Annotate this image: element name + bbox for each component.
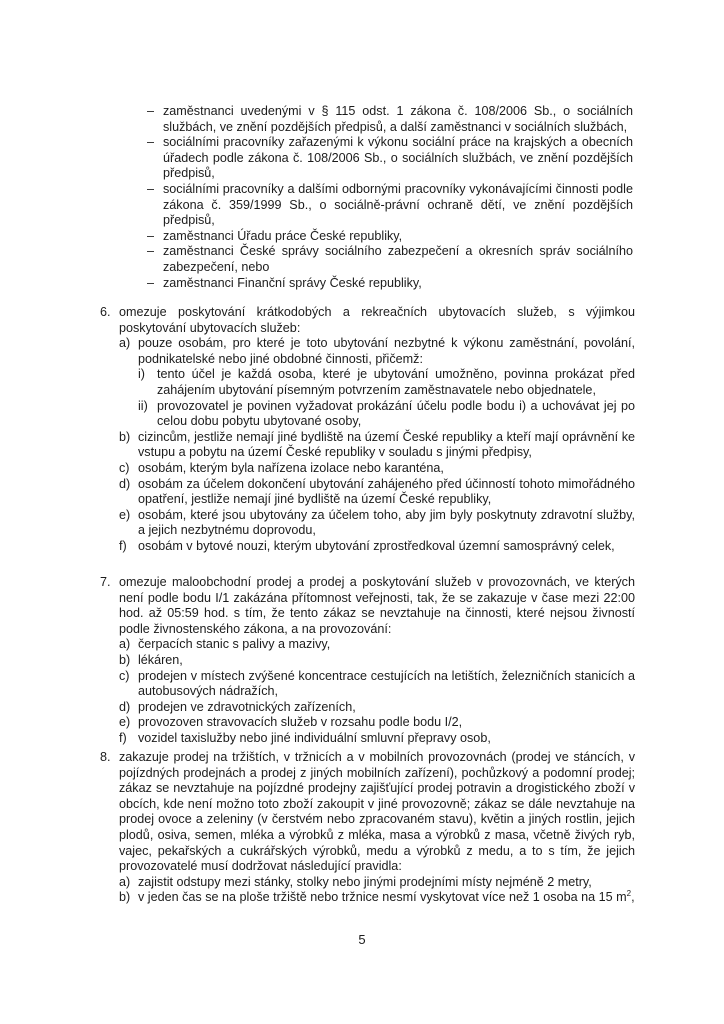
- list-item: [119, 731, 635, 747]
- item-label: c): [119, 668, 130, 683]
- item-text: pouze osobám, pro které je toto ubytování nezbytné k výkonu zaměstnání, povolání, podnikatelské nebo jiné obdobné činnosti, přičemž:: [138, 336, 635, 366]
- item-text: prodejen ve zdravotnických zařízeních,: [138, 699, 356, 714]
- item-text: osobám za účelem dokončení ubytování zahájeného před účinností tohoto mimořádného opatření, jestliže nemají jiné bydliště na území České republiky,: [138, 476, 635, 507]
- dash-bullet: –: [147, 181, 155, 196]
- item-label: a): [119, 874, 131, 889]
- item-text: lékáren,: [138, 652, 183, 667]
- sub-item: [138, 367, 635, 398]
- dash-bullet: –: [147, 228, 155, 243]
- page-number: 5: [358, 932, 366, 947]
- list-item: [119, 508, 635, 539]
- sub-item-label: ii): [138, 398, 148, 413]
- point-number: 6.: [100, 305, 111, 319]
- list-item: – zaměstnanci České správy sociálního zabezpečení a okresních správ sociálního zabezpečení, nebo: [147, 244, 633, 274]
- list-item: – zaměstnanci Finanční správy České republiky,: [147, 275, 422, 290]
- item-text: cizincům, jestliže nemají jiné bydliště na území České republiky a kteří mají oprávnění ke vstupu a pobytu na území České republiky v souladu s jinými předpisy,: [138, 429, 635, 460]
- item-label: f): [119, 538, 127, 553]
- point-text: omezuje maloobchodní prodej a prodej a poskytování služeb v provozovnách, ve kterých není podle bodu I/1 zakázána přítomnost veřejnosti, tak, že se zakazuje v čase mezi 22:00 hod. až 05:59 hod. s tím, že tento zákaz se nevztahuje na činnosti, které nejsou živností podle živnostenského zákona, a na provozování:: [119, 575, 635, 636]
- item-label: b): [119, 652, 131, 667]
- list-item: [119, 477, 635, 508]
- list-item: [119, 700, 635, 716]
- item-text: vozidel taxislužby nebo jiné individuální smluvní přepravy osob,: [138, 730, 491, 745]
- intro-dash-list: [147, 104, 633, 291]
- point-text: omezuje poskytování krátkodobých a rekreačních ubytovacích služeb, s výjimkou poskytování ubytovacích služeb:: [119, 305, 635, 335]
- list-item: [119, 430, 635, 461]
- list-item: [119, 461, 635, 477]
- list-item: [119, 336, 635, 430]
- item-label: a): [119, 336, 131, 351]
- item-text: osobám v bytové nouzi, kterým ubytování zprostředkoval územní samosprávný celek,: [138, 538, 615, 553]
- sub-item-text: tento účel je každá osoba, které je ubytování umožněno, povinna prokázat před zahájením ubytování písemným potvrzením zaměstnavatele nebo objednatele,: [157, 367, 635, 397]
- point-number: 8.: [100, 750, 111, 764]
- list-item: – sociálními pracovníky zařazenými k výkonu sociální práce na krajských a obecních úřadech podle zákona č. 108/2006 Sb., o sociálních službách, ve znění pozdějších předpisů,: [147, 135, 633, 181]
- item-label: b): [119, 890, 131, 905]
- item-text-tail: ,: [631, 890, 635, 905]
- item-label: c): [119, 460, 130, 475]
- point-6: [100, 305, 635, 555]
- list-item: [119, 715, 635, 731]
- item-text: osobám, kterým byla nařízena izolace nebo karanténa,: [138, 460, 444, 475]
- item-text: čerpacích stanic s palivy a mazivy,: [138, 637, 331, 652]
- list-item: [119, 890, 635, 906]
- item-label: b): [119, 429, 131, 444]
- item-label: d): [119, 699, 131, 714]
- dash-bullet: –: [147, 244, 155, 259]
- item-label: f): [119, 730, 127, 745]
- item-label: d): [119, 476, 131, 491]
- list-item: [119, 637, 635, 653]
- point-7: [100, 575, 635, 747]
- list-item: – zaměstnanci Úřadu práce České republiky,: [147, 228, 403, 243]
- item-text: v jeden čas se na ploše tržiště nebo tržnice nesmí vyskytovat více než 1 osoba na 15 m: [138, 890, 627, 905]
- sub-item: [138, 399, 635, 430]
- item-label: e): [119, 507, 131, 522]
- sub-item-label: i): [138, 367, 145, 382]
- list-item: [119, 669, 635, 700]
- dash-bullet: –: [147, 104, 155, 118]
- superscript: 2: [626, 889, 632, 899]
- list-item: – sociálními pracovníky a dalšími odbornými pracovníky vykonávajícími činnosti podle zákona č. 359/1999 Sb., o sociálně-právní ochraně dětí, ve znění pozdějších předpisů,: [147, 181, 633, 228]
- point-text: zakazuje prodej na tržištích, v tržnicích a v mobilních provozovnách (prodej ve stáncích, v pojízdných prodejnách a prodej z jiných mobilních zařízení), pochůzkový a podomní prodej; zákaz se nevztahuje na pojízdné prodejny zajišťující prodej potravin a drogistického zboží v obcích, kde není možno toto zboží zakoupit v jiné provozovně; zákaz se dále nevztahuje na prodej ovoce a zeleniny (v čerstvém nebo zpracovaném stavu), květin a jiných rostlin, jejich plodů, osiva, semen, mléka a výrobků z mléka, masa a výrobků z masa, včetně živých ryb, vajec, pekařských a cukrářských výrobků, medu a výrobků z medu, a to s tím, že jejich provozovatelé musí dodržovat následující pravidla:: [119, 750, 635, 874]
- item-text: zajistit odstupy mezi stánky, stolky nebo jinými prodejními místy nejméně 2 metry,: [138, 874, 592, 889]
- point-number: 7.: [100, 575, 111, 589]
- dash-bullet: –: [147, 135, 155, 150]
- list-item: [119, 653, 635, 669]
- list-item: [119, 875, 635, 891]
- point-8: [100, 750, 635, 906]
- list-item: – zaměstnanci uvedenými v § 115 odst. 1 zákona č. 108/2006 Sb., o sociálních službách, ve znění pozdějších předpisů, a další zaměstnanci v sociálních službách,: [147, 104, 633, 134]
- list-item: [119, 539, 635, 555]
- dash-bullet: –: [147, 275, 155, 290]
- item-text: prodejen v místech zvýšené koncentrace cestujících na letištích, železničních stanicích a autobusových nádražích,: [138, 668, 635, 699]
- sub-item-text: provozovatel je povinen vyžadovat prokázání účelu podle bodu i) a uchovávat jej po celou dobu pobytu ubytované osoby,: [157, 398, 635, 429]
- item-text: provozoven stravovacích služeb v rozsahu podle bodu I/2,: [138, 715, 463, 730]
- item-label: e): [119, 715, 131, 730]
- item-label: a): [119, 637, 131, 652]
- item-text: osobám, které jsou ubytovány za účelem toho, aby jim byly poskytnuty zdravotní služby, a jejich nezbytnému doprovodu,: [138, 507, 635, 538]
